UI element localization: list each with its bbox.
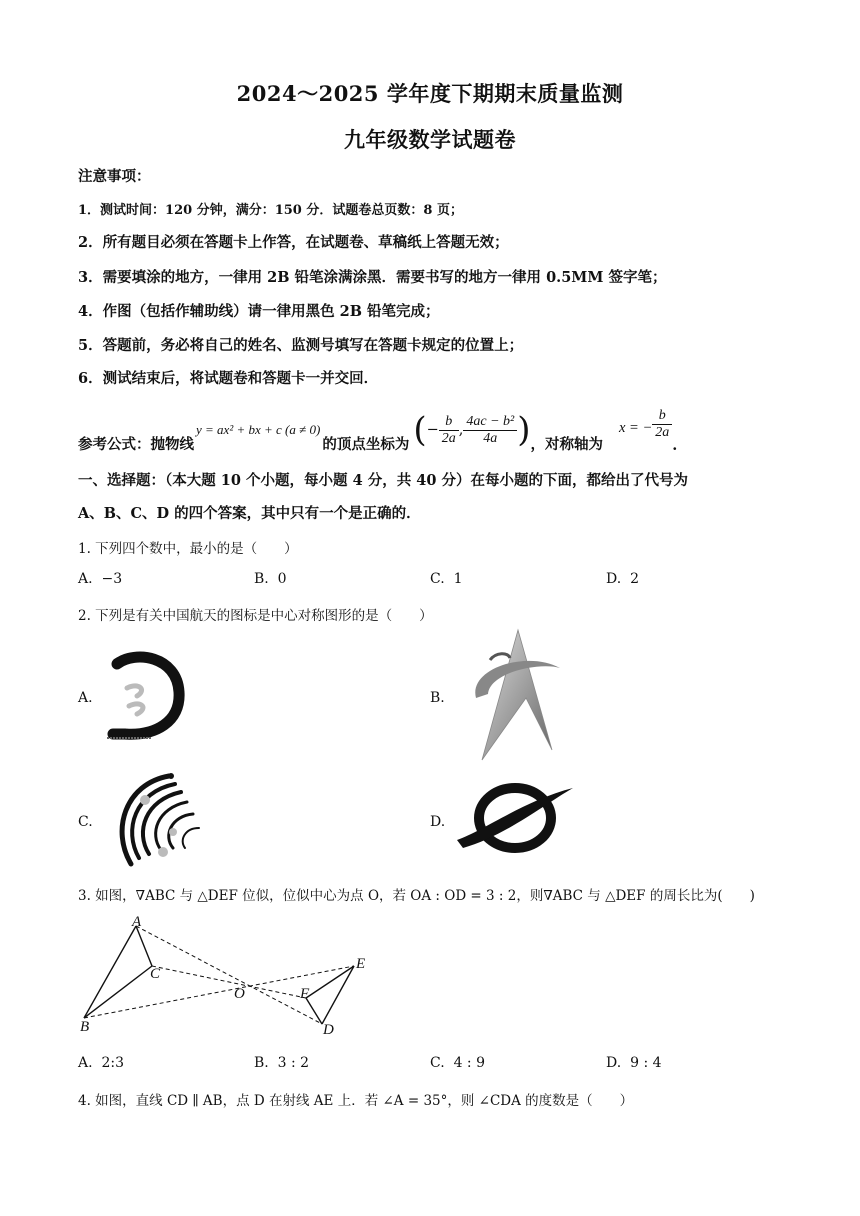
space-logo-c-icon <box>105 770 205 870</box>
question-1-stem: 1. 下列四个数中，最小的是（ ） <box>78 541 298 557</box>
notice-item: 4．作图（包括作辅助线）请一律用黑色 2B 铅笔完成； <box>78 303 440 320</box>
q1-option-c[interactable]: C. 1 <box>430 571 463 587</box>
point-label-f: F <box>300 986 310 1002</box>
notice-item: 2．所有题目必须在答题卡上作答，在试题卷、草稿纸上答题无效； <box>78 234 509 251</box>
q3-option-a[interactable]: A. 2:3 <box>78 1055 124 1071</box>
q3-option-b[interactable]: B. 3 : 2 <box>254 1055 310 1071</box>
q2-option-a[interactable]: A. <box>78 690 93 706</box>
formula-prefix: 参考公式：抛物线 <box>78 436 194 453</box>
vertex-x-fraction: $\frac{b}{2a}$ <box>439 414 459 447</box>
section-heading: 一、选择题：（本大题 10 个小题，每小题 4 分，共 40 分）在每小题的下面，都给出了代号为 <box>78 472 688 489</box>
q1-option-b[interactable]: B. 0 <box>254 571 287 587</box>
formula-axis-label: ，对称轴为 <box>530 436 603 453</box>
notice-item: 6．测试结束后，将试题卷和答题卡一并交回． <box>78 370 379 387</box>
point-label-o: O <box>234 986 245 1002</box>
space-logo-b-icon <box>468 628 568 763</box>
paren-left: ( <box>413 410 427 450</box>
q1-option-d[interactable]: D. 2 <box>606 571 640 587</box>
vertex-y-fraction: $\frac{\text{4ac − b²}}{4a}$ <box>463 414 517 447</box>
axis-fraction: $\frac{b}{2a}$ <box>652 408 672 441</box>
q2-option-b[interactable]: B. <box>430 690 445 706</box>
axis-lhs: x = − <box>619 420 653 436</box>
exam-subtitle: 九年级数学试题卷 <box>344 127 516 152</box>
q3-option-d[interactable]: D. 9 : 4 <box>606 1055 662 1071</box>
question-2-stem: 2. 下列是有关中国航天的图标是中心对称图形的是（ ） <box>78 608 433 624</box>
point-label-b: B <box>80 1019 90 1035</box>
question-3-stem: 3. 如图，∇ABC 与 △DEF 位似，位似中心为点 O，若 OA : OD = 3 : 2，则∇ABC 与 △DEF 的周长比为( ) <box>78 888 755 904</box>
q2-option-d[interactable]: D. <box>430 814 446 830</box>
notice-item: 5．答题前，务必将自己的姓名、监测号填写在答题卡规定的位置上； <box>78 337 524 354</box>
point-label-a: A <box>132 914 142 930</box>
similar-triangles-figure <box>72 912 382 1042</box>
q1-option-a[interactable]: A. −3 <box>78 571 123 587</box>
space-logo-d-icon <box>455 780 575 855</box>
section-heading-cont: A、B、C、D 的四个答案，其中只有一个是正确的． <box>78 505 421 522</box>
question-4-stem: 4. 如图，直线 CD ∥ AB，点 D 在射线 AE 上．若 ∠A = 35°，则 ∠CDA 的度数是（ ） <box>78 1093 634 1109</box>
space-logo-a-icon <box>105 650 185 740</box>
formula-vertex-label: 的顶点坐标为 <box>322 436 410 453</box>
point-label-d: D <box>323 1022 334 1038</box>
notice-item: 1．测试时间：120 分钟，满分：150 分．试题卷总页数：8 页； <box>78 203 463 218</box>
formula-equation: y = ax² + bx + c (a ≠ 0) <box>196 422 321 437</box>
point-label-e: E <box>356 956 366 972</box>
notice-item: 3．需要填涂的地方，一律用 2B 铅笔涂满涂黑．需要书写的地方一律用 0.5MM 签字笔； <box>78 269 667 286</box>
formula-line: 参考公式：抛物线 y = ax² + bx + c (a ≠ 0) 的顶点坐标为 ( − $\frac{b}{2a}$ , $\frac{\text{4ac − b²}}{4a}$ ) ，对称轴为 x = − $\frac{b}{2a}$ . <box>78 408 678 454</box>
formula-end: . <box>672 437 678 454</box>
notice-heading: 注意事项： <box>78 168 151 185</box>
paren-right: ) <box>517 410 531 450</box>
q3-option-c[interactable]: C. 4 : 9 <box>430 1055 486 1071</box>
point-label-c: C <box>150 966 161 982</box>
q2-option-c[interactable]: C. <box>78 814 93 830</box>
exam-title: 2024～2025 学年度下期期末质量监测 <box>236 81 624 106</box>
